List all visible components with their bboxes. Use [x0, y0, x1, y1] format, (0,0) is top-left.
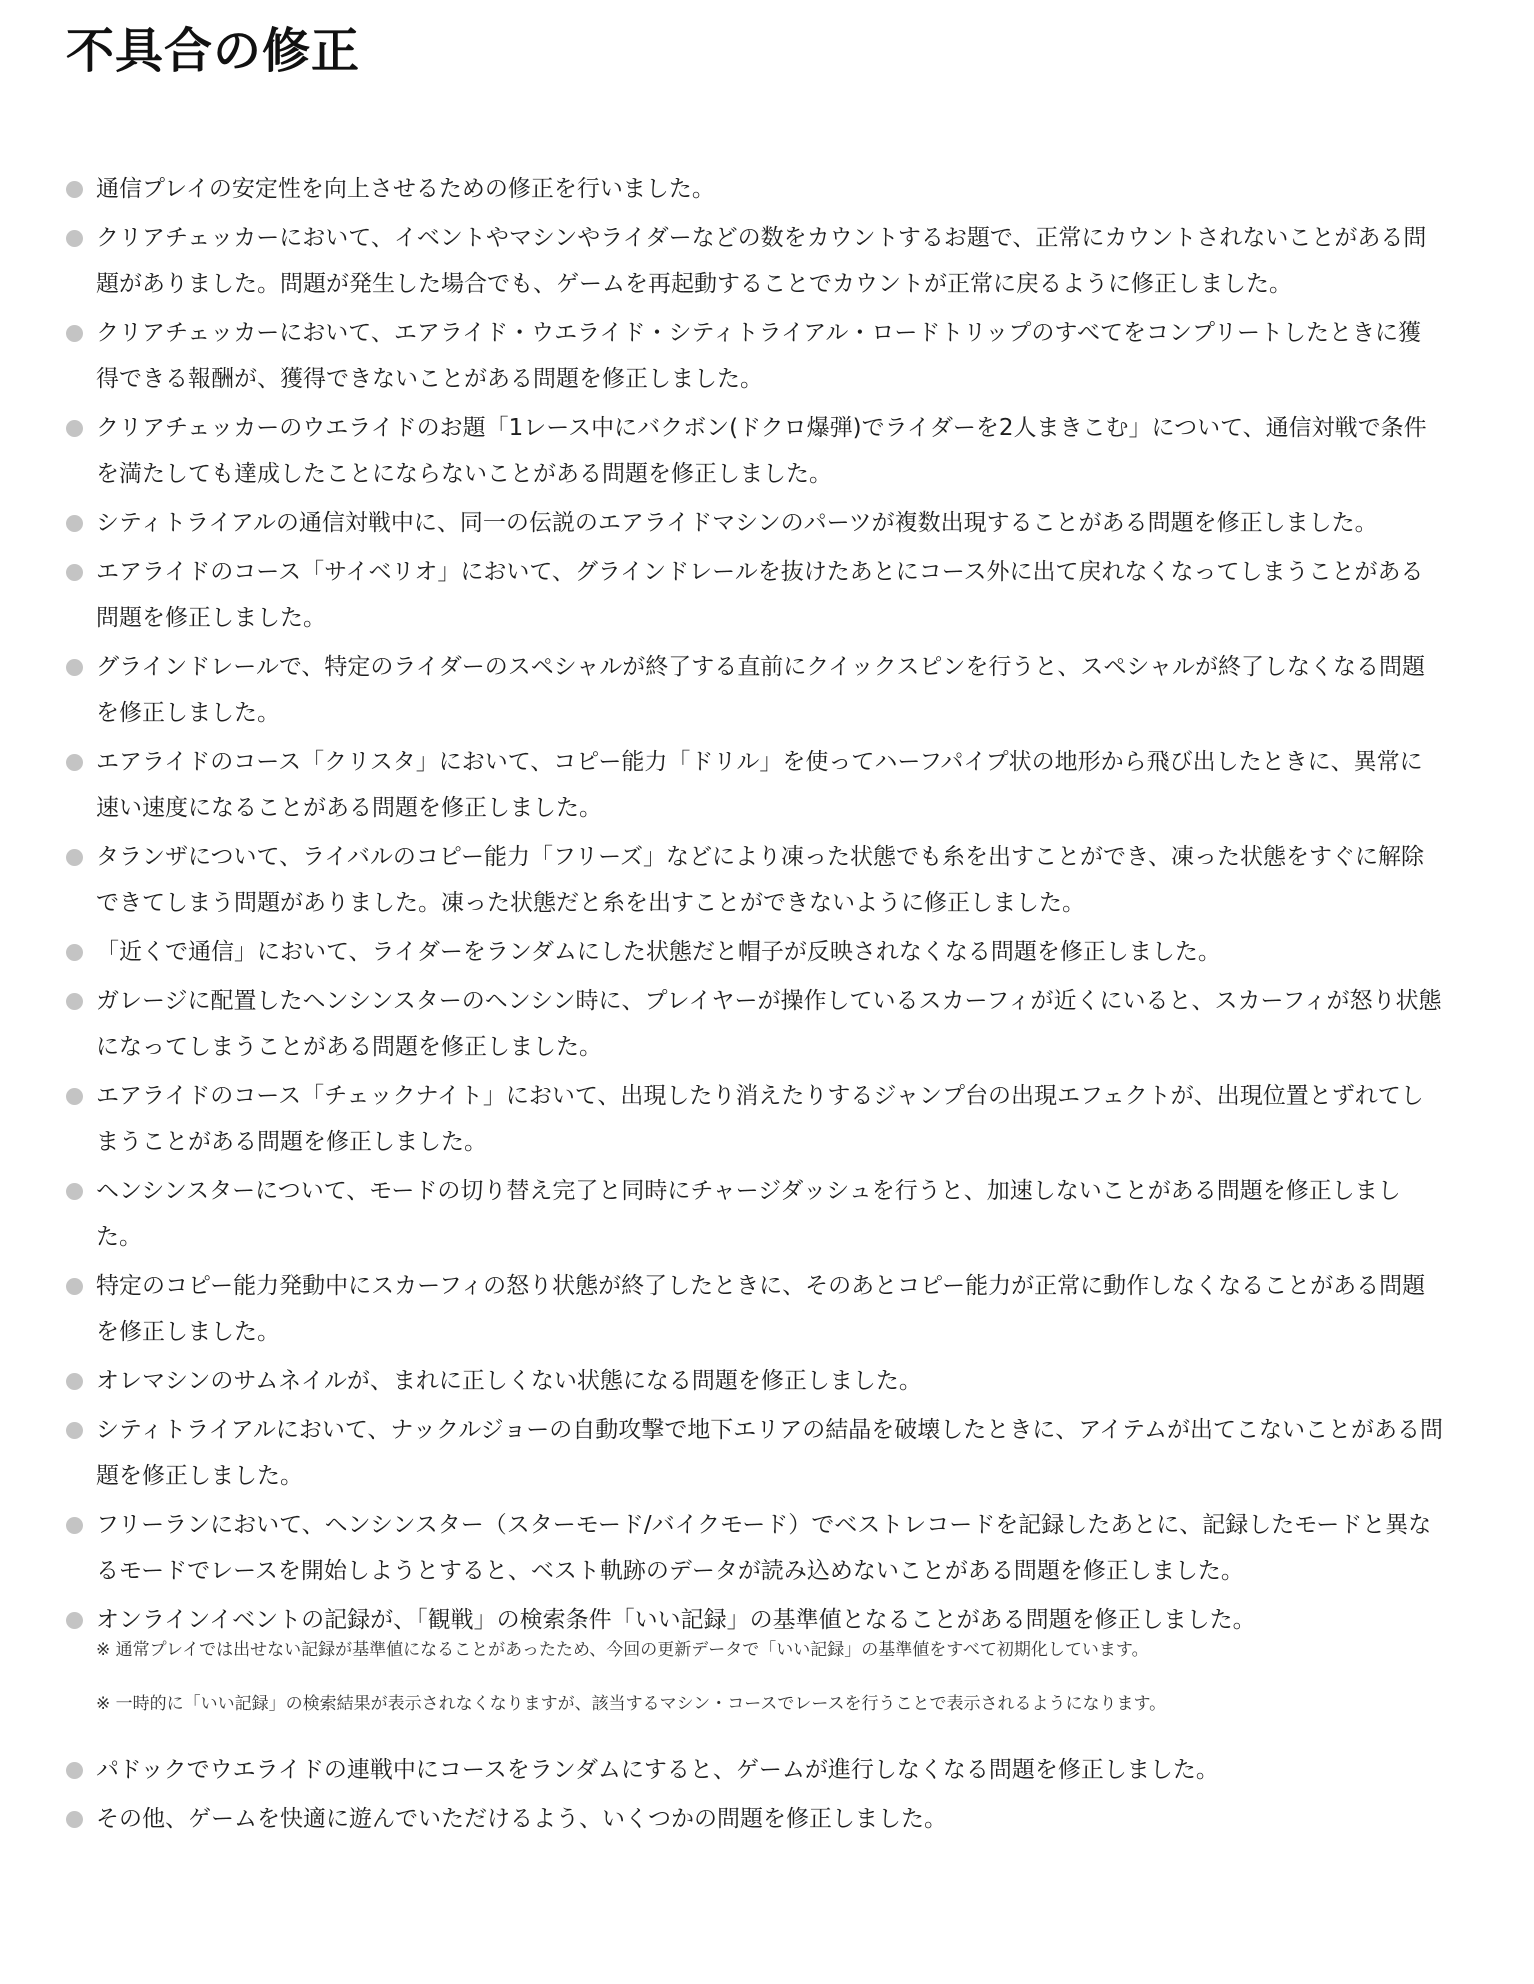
fix-item-text: 特定のコピー能力発動中にスカーフィの怒り状態が終了したときに、そのあとコピー能力が正常に動作しなくなることがある問題を修正しました。 [96, 1273, 1426, 1345]
fix-item-text: オレマシンのサムネイルが、まれに正しくない状態になる問題を修正しました。 [96, 1368, 922, 1394]
bullet-dot-icon [66, 993, 83, 1010]
fix-item-text: クリアチェッカーにおいて、イベントやマシンやライダーなどの数をカウントするお題で、正常にカウントされないことがある問題がありました。問題が発生した場合でも、ゲームを再起動することでカウントが正常に戻るように修正しました。 [96, 225, 1427, 297]
fix-item [66, 1747, 1444, 1793]
fix-list [66, 166, 1444, 1842]
fix-item-text: 「近くで通信」において、ライダーをランダムにした状態だと帽子が反映されなくなる問題を修正しました。 [96, 939, 1221, 965]
fix-item-note: ※ 一時的に「いい記録」の検索結果が表示されなくなりますが、該当するマシン・コースでレースを行うことで表示されるようになります。 [96, 1694, 1167, 1714]
bullet-dot-icon [66, 1612, 83, 1629]
bullet-dot-icon [66, 1373, 83, 1390]
bullet-dot-icon [66, 564, 83, 581]
fix-item-text: エアライドのコース「チェックナイト」において、出現したり消えたりするジャンプ台の出現エフェクトが、出現位置とずれてしまうことがある問題を修正しました。 [96, 1083, 1424, 1155]
fix-item-text: タランザについて、ライバルのコピー能力「フリーズ」などにより凍った状態でも糸を出すことができ、凍った状態をすぐに解除できてしまう問題がありました。凍った状態だと糸を出すことができないように修正しました。 [96, 844, 1425, 916]
bullet-dot-icon [66, 515, 83, 532]
bullet-dot-icon [66, 944, 83, 961]
fix-item-text: エアライドのコース「サイベリオ」において、グラインドレールを抜けたあとにコース外に出て戻れなくなってしまうことがある問題を修正しました。 [96, 559, 1424, 631]
fix-item [66, 1263, 1444, 1355]
fix-item [66, 834, 1444, 926]
fix-item [66, 1796, 1444, 1842]
bullet-dot-icon [66, 754, 83, 771]
fix-item [66, 166, 1444, 212]
fix-item [66, 405, 1444, 497]
fix-item [66, 215, 1444, 307]
fix-item-text: エアライドのコース「クリスタ」において、コピー能力「ドリル」を使ってハーフパイプ状の地形から飛び出したときに、異常に速い速度になることがある問題を修正しました。 [96, 749, 1423, 821]
fix-item [66, 1073, 1444, 1165]
bullet-dot-icon [66, 1422, 83, 1439]
fix-item-text: クリアチェッカーのウエライドのお題「1レース中にバクボン(ドクロ爆弾)でライダーを2人まきこむ」について、通信対戦で条件を満たしても達成したことにならないことがある問題を修正しました。 [96, 415, 1427, 487]
bullet-dot-icon [66, 1088, 83, 1105]
fix-item-note: ※ 通常プレイでは出せない記録が基準値になることがあったため、今回の更新データで「いい記録」の基準値をすべて初期化しています。 [96, 1640, 1149, 1660]
page-title: 不具合の修正 [66, 23, 361, 79]
fix-item-text: グラインドレールで、特定のライダーのスペシャルが終了する直前にクイックスピンを行うと、スペシャルが終了しなくなる問題を修正しました。 [96, 654, 1425, 726]
bullet-dot-icon [66, 1811, 83, 1828]
fix-item-text: シティトライアルの通信対戦中に、同一の伝説のエアライドマシンのパーツが複数出現することがある問題を修正しました。 [96, 510, 1378, 536]
fix-item-text: 通信プレイの安定性を向上させるための修正を行いました。 [96, 176, 715, 202]
bullet-dot-icon [66, 1762, 83, 1779]
fix-item [66, 1168, 1444, 1260]
fix-item [66, 1407, 1444, 1499]
fix-item-text: シティトライアルにおいて、ナックルジョーの自動攻撃で地下エリアの結晶を破壊したときに、アイテムが出てこないことがある問題を修正しました。 [96, 1417, 1443, 1489]
bullet-dot-icon [66, 849, 83, 866]
fix-item-text: ガレージに配置したヘンシンスターのヘンシン時に、プレイヤーが操作しているスカーフィが近くにいると、スカーフィが怒り状態になってしまうことがある問題を修正しました。 [96, 988, 1442, 1060]
fix-item [66, 1597, 1444, 1717]
fix-item-text: オンラインイベントの記録が、「観戦」の検索条件「いい記録」の基準値となることがある問題を修正しました。 [96, 1607, 1256, 1633]
bullet-dot-icon [66, 1517, 83, 1534]
fix-item-text: パドックでウエライドの連戦中にコースをランダムにすると、ゲームが進行しなくなる問題を修正しました。 [96, 1757, 1219, 1783]
bullet-dot-icon [66, 659, 83, 676]
fix-item [66, 739, 1444, 831]
fix-item-text: フリーランにおいて、ヘンシンスター（スターモード/バイクモード）でベストレコードを記録したあとに、記録したモードと異なるモードでレースを開始しようとすると、ベスト軌跡のデータが読み込めないことがある問題を修正しました。 [96, 1512, 1432, 1584]
fix-item [66, 500, 1444, 546]
fix-item [66, 310, 1444, 402]
fix-item-text: クリアチェッカーにおいて、エアライド・ウエライド・シティトライアル・ロードトリップのすべてをコンプリートしたときに獲得できる報酬が、獲得できないことがある問題を修正しました。 [96, 320, 1422, 392]
fix-item-text: ヘンシンスターについて、モードの切り替え完了と同時にチャージダッシュを行うと、加速しないことがある問題を修正しました。 [96, 1178, 1401, 1250]
fix-item [66, 1358, 1444, 1404]
fix-item [66, 549, 1444, 641]
bullet-dot-icon [66, 325, 83, 342]
fix-item [66, 929, 1444, 975]
bullet-dot-icon [66, 1183, 83, 1200]
fix-item [66, 978, 1444, 1070]
bullet-dot-icon [66, 230, 83, 247]
bullet-dot-icon [66, 420, 83, 437]
fix-item [66, 1502, 1444, 1594]
bullet-dot-icon [66, 181, 83, 198]
fix-item [66, 644, 1444, 736]
bullet-dot-icon [66, 1278, 83, 1295]
fix-item-text: その他、ゲームを快適に遊んでいただけるよう、いくつかの問題を修正しました。 [96, 1806, 947, 1832]
